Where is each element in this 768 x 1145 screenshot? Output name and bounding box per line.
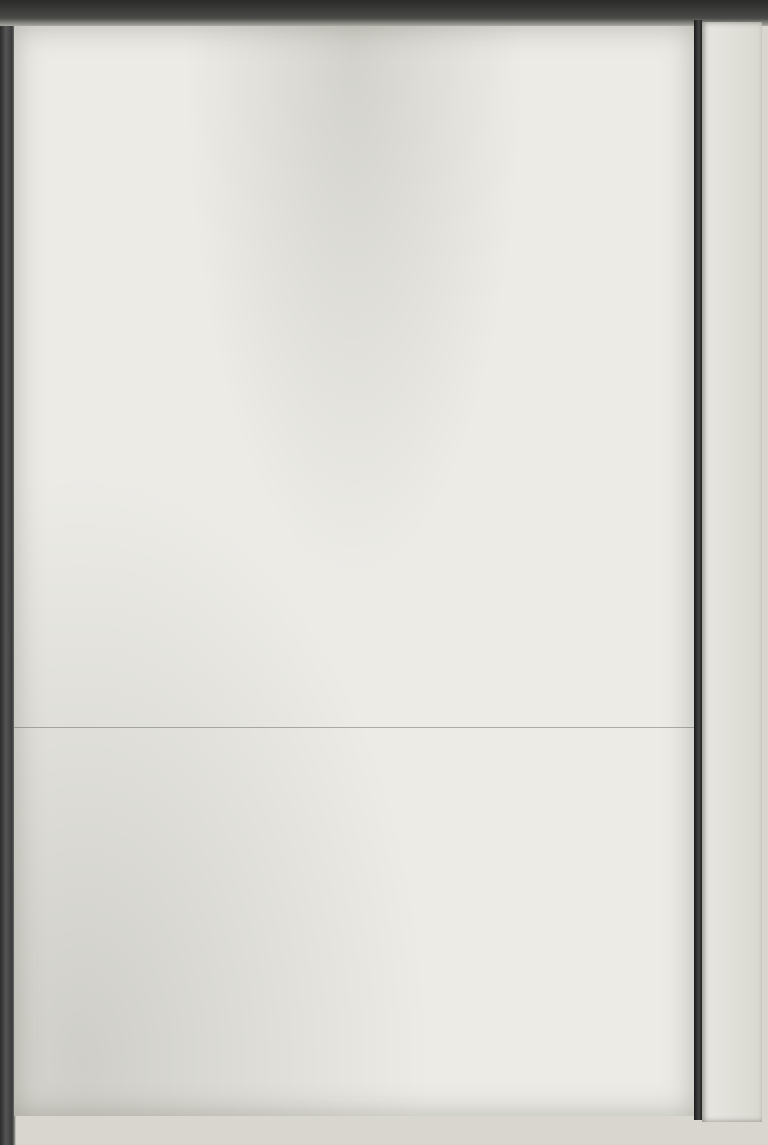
page-crease — [14, 727, 694, 728]
page-gutter — [694, 20, 702, 1120]
scan-top-shadow — [0, 0, 768, 26]
book-page — [14, 26, 694, 1116]
adjacent-page — [702, 22, 762, 1122]
